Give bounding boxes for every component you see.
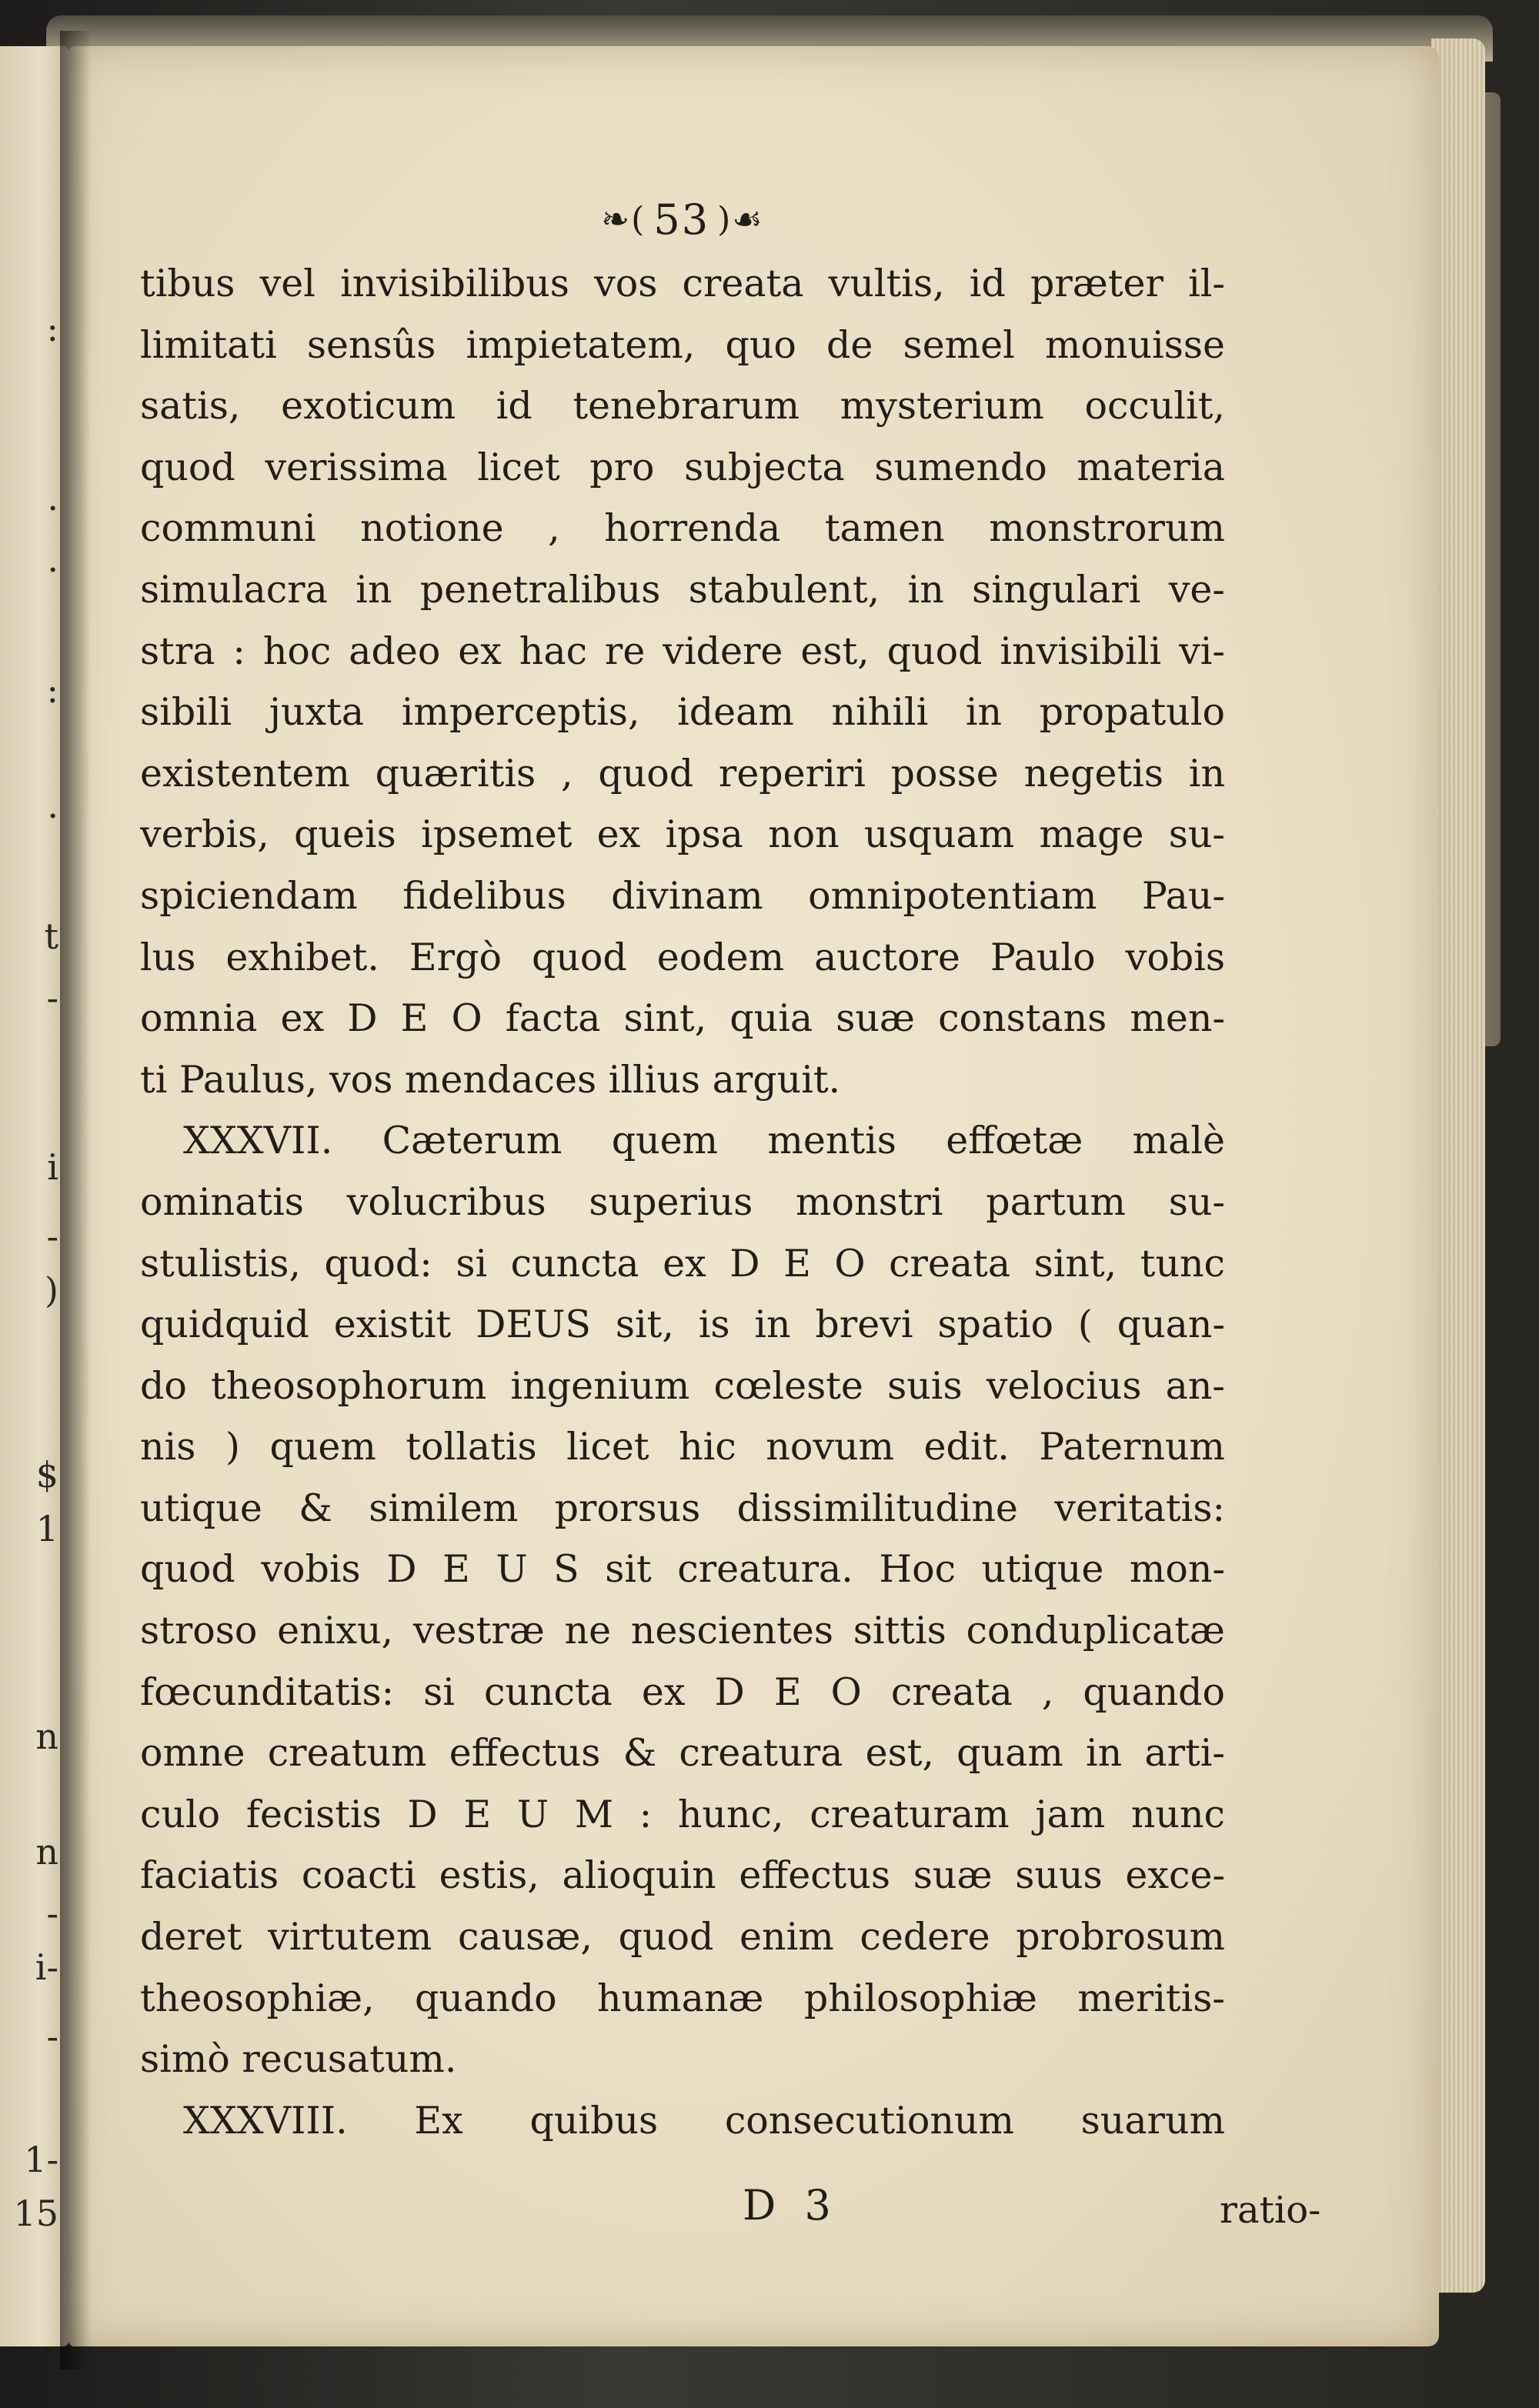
left-facing-page: [0, 46, 69, 2346]
left-mark: 1: [35, 1508, 58, 1549]
left-page-marks: [0, 46, 69, 2346]
text-line: communi notione , horrenda tamen monstrorum: [140, 506, 1225, 551]
text-line: quod vobis D E U S sit creatura. Hoc utique mon-: [140, 1547, 1225, 1592]
left-mark: -: [46, 977, 58, 1019]
text-line: simulacra in penetralibus stabulent, in singulari ve-: [140, 567, 1225, 612]
text-line: stulistis, quod: si cuncta ex D E O creata sint, tunc: [140, 1241, 1225, 1286]
header-ornament-right: )☙: [717, 199, 764, 239]
left-mark: t: [44, 916, 58, 957]
right-page: [69, 46, 1439, 2346]
text-line: nis ) quem tollatis licet hic novum edit. Paternum: [140, 1425, 1225, 1469]
left-mark: 1-: [24, 2139, 58, 2180]
text-line: simò recusatum.: [140, 2037, 457, 2082]
text-line: do theosophorum ingenium cœleste suis velocius an-: [140, 1363, 1225, 1408]
stacked-page-edges: [1431, 38, 1485, 2293]
section-heading-line: XXXVIII. Ex quibus consecutionum suarum: [183, 2098, 1225, 2143]
text-line: sibili juxta imperceptis, ideam nihili in propatulo: [140, 690, 1225, 735]
text-line: limitati sensûs impietatem, quo de semel monuisse: [140, 322, 1225, 367]
text-line: deret virtutem causæ, quod enim cedere probrosum: [140, 1915, 1225, 1959]
left-mark: n: [35, 1831, 58, 1873]
left-mark: .: [47, 477, 58, 519]
left-mark: i: [47, 1146, 58, 1188]
text-line: culo fecistis D E U M : hunc, creaturam jam nunc: [140, 1792, 1225, 1836]
page-header: [140, 188, 1225, 250]
left-mark: -: [46, 1216, 58, 1257]
left-mark: -: [46, 1893, 58, 1934]
left-mark: .: [47, 785, 58, 826]
text-line: omne creatum effectus & creatura est, quam in arti-: [140, 1731, 1225, 1776]
left-mark: n: [35, 1716, 58, 1757]
left-mark: -: [46, 2016, 58, 2057]
text-line: ominatis volucribus superius monstri partum su-: [140, 1179, 1225, 1224]
text-line: existentem quæritis , quod reperiri posse negetis in: [140, 751, 1225, 795]
text-line: spiciendam fidelibus divinam omnipotentiam Pau-: [140, 873, 1225, 918]
text-line: quidquid existit DEUS sit, is in brevi spatio ( quan-: [140, 1302, 1225, 1347]
signature-mark: D 3: [743, 2181, 839, 2230]
left-mark: i-: [35, 1946, 58, 1988]
left-mark: 15: [13, 2193, 58, 2234]
text-line: lus exhibet. Ergò quod eodem auctore Paulo vobis: [140, 935, 1225, 979]
text-line: fœcunditatis: si cuncta ex D E O creata , quando: [140, 1669, 1225, 1714]
section-heading-line: XXXVII. Cæterum quem mentis effœtæ malè: [183, 1119, 1225, 1163]
text-line: stra : hoc adeo ex hac re videre est, quod invisibili vi-: [140, 629, 1225, 673]
left-mark: .: [47, 539, 58, 580]
text-line: theosophiæ, quando humanæ philosophiæ meritis-: [140, 1976, 1225, 2020]
body-text: [140, 253, 1225, 2151]
text-line: ti Paulus, vos mendaces illius arguit.: [140, 1057, 841, 1102]
text-line: faciatis coacti estis, alioquin effectus suæ suus exce-: [140, 1853, 1225, 1898]
page-number: 53: [653, 195, 710, 244]
catchword: ratio-: [1220, 2189, 1321, 2232]
left-mark: $: [35, 1454, 58, 1496]
left-mark: :: [46, 669, 58, 711]
text-line: stroso enixu, vestræ ne nescientes sittis conduplicatæ: [140, 1609, 1225, 1653]
left-mark: ): [45, 1269, 58, 1311]
text-line: utique & similem prorsus dissimilitudine veritatis:: [140, 1486, 1225, 1530]
gutter-shadow: [60, 31, 91, 2370]
left-mark: :: [46, 308, 58, 349]
header-ornament-left: ❧(: [601, 199, 646, 239]
text-line: tibus vel invisibilibus vos creata vultis, id præter il-: [140, 262, 1225, 305]
text-line: verbis, queis ipsemet ex ipsa non usquam mage su-: [140, 812, 1225, 857]
text-line: omnia ex D E O facta sint, quia suæ constans men-: [140, 996, 1225, 1041]
text-line: satis, exoticum id tenebrarum mysterium occulit,: [140, 384, 1225, 429]
text-line: quod verissima licet pro subjecta sumendo materia: [140, 445, 1225, 489]
